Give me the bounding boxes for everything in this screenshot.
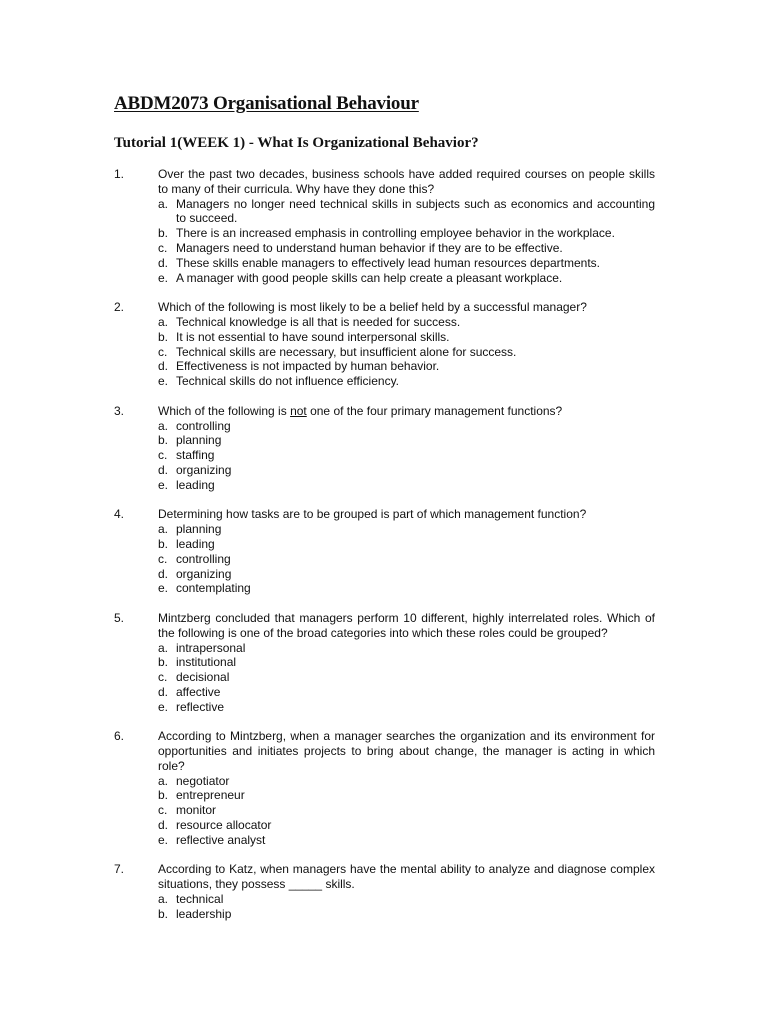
option-letter: c. xyxy=(158,803,168,818)
option-letter: d. xyxy=(158,255,169,270)
answer-option xyxy=(158,374,655,389)
question-list xyxy=(114,167,655,936)
tutorial-heading: Tutorial 1(WEEK 1) - What Is Organizational Behavior? xyxy=(114,135,479,151)
option-letter: c. xyxy=(158,551,168,566)
option-letter: d. xyxy=(158,684,169,699)
answer-option xyxy=(158,419,655,434)
answer-option xyxy=(158,803,655,818)
option-text: leading xyxy=(176,536,215,551)
option-text: affective xyxy=(176,684,221,699)
option-text: Managers no longer need technical skills in subjects such as economics and accounting to succeed. xyxy=(176,196,655,226)
option-text: Technical skills are necessary, but insufficient alone for success. xyxy=(176,344,517,359)
answer-option xyxy=(158,197,655,227)
answer-option xyxy=(158,448,655,463)
answer-option xyxy=(158,700,655,715)
option-letter: d. xyxy=(158,818,169,833)
question-1 xyxy=(114,167,655,285)
answer-option xyxy=(158,522,655,537)
option-letter: b. xyxy=(158,655,169,670)
question-5 xyxy=(114,611,655,715)
option-text: planning xyxy=(176,433,222,448)
option-text: technical xyxy=(176,892,224,907)
option-text: intrapersonal xyxy=(176,640,246,655)
option-text: organizing xyxy=(176,462,232,477)
answer-option xyxy=(158,271,655,286)
question-number: 2. xyxy=(114,300,125,315)
option-letter: b. xyxy=(158,433,169,448)
question-number: 7. xyxy=(114,862,125,877)
question-text: Which of the following is most likely to be a belief held by a successful manager? xyxy=(158,300,587,315)
option-text: Managers need to understand human behavior if they are to be effective. xyxy=(176,240,563,255)
option-letter: e. xyxy=(158,581,169,596)
option-text: leading xyxy=(176,477,215,492)
option-text: There is an increased emphasis in controlling employee behavior in the workplace. xyxy=(176,226,615,241)
answer-options xyxy=(158,774,655,848)
question-text: According to Mintzberg, when a manager searches the organization and its environment for opportunities and initiates projects to bring about change, the manager is acting in which role? xyxy=(158,729,655,773)
answer-options xyxy=(158,197,655,286)
answer-option xyxy=(158,892,655,907)
question-number: 5. xyxy=(114,610,125,625)
question-6 xyxy=(114,729,655,847)
question-text-end: one of the four primary management functions? xyxy=(306,403,563,418)
option-letter: a. xyxy=(158,892,169,907)
answer-option xyxy=(158,788,655,803)
answer-option xyxy=(158,359,655,374)
option-text: Technical knowledge is all that is needed for success. xyxy=(176,314,461,329)
emphasized-word: not xyxy=(290,403,307,418)
option-letter: c. xyxy=(158,670,168,685)
option-letter: b. xyxy=(158,788,169,803)
option-letter: a. xyxy=(158,773,169,788)
option-text: Effectiveness is not impacted by human behavior. xyxy=(176,359,440,374)
answer-option xyxy=(158,833,655,848)
option-letter: c. xyxy=(158,448,168,463)
question-text: Determining how tasks are to be grouped is part of which management function? xyxy=(158,507,587,522)
answer-option xyxy=(158,670,655,685)
option-letter: d. xyxy=(158,359,169,374)
option-text: leadership xyxy=(176,906,232,921)
option-letter: b. xyxy=(158,329,169,344)
answer-options xyxy=(158,419,655,493)
option-letter: a. xyxy=(158,640,169,655)
option-letter: b. xyxy=(158,536,169,551)
answer-option xyxy=(158,463,655,478)
option-letter: d. xyxy=(158,566,169,581)
question-2 xyxy=(114,300,655,389)
answer-option xyxy=(158,345,655,360)
option-letter: b. xyxy=(158,906,169,921)
question-number: 1. xyxy=(114,167,125,181)
answer-options xyxy=(158,315,655,389)
option-letter: a. xyxy=(158,418,169,433)
option-text: decisional xyxy=(176,670,230,685)
answer-option xyxy=(158,478,655,493)
answer-option xyxy=(158,581,655,596)
option-text: organizing xyxy=(176,566,232,581)
option-text: resource allocator xyxy=(176,818,272,833)
option-letter: a. xyxy=(158,196,169,211)
option-text: contemplating xyxy=(176,581,251,596)
option-letter: e. xyxy=(158,270,169,285)
answer-options xyxy=(158,641,655,715)
answer-option xyxy=(158,433,655,448)
option-letter: a. xyxy=(158,522,169,537)
option-letter: a. xyxy=(158,314,169,329)
answer-options xyxy=(158,892,655,922)
answer-option xyxy=(158,552,655,567)
question-text: Mintzberg concluded that managers perform 10 different, highly interrelated roles. Which of the following is one of the broad categories into which these roles could be grouped? xyxy=(158,610,655,640)
answer-option xyxy=(158,655,655,670)
option-text: monitor xyxy=(176,803,217,818)
question-number: 4. xyxy=(114,507,125,522)
option-text: controlling xyxy=(176,418,231,433)
answer-option xyxy=(158,774,655,789)
option-text: It is not essential to have sound interpersonal skills. xyxy=(176,329,450,344)
question-text: Over the past two decades, business schools have added required courses on people skills to many of their curricula. Why have they done this? xyxy=(158,167,655,196)
answer-option xyxy=(158,685,655,700)
option-text: A manager with good people skills can help create a pleasant workplace. xyxy=(176,270,563,285)
option-text: negotiator xyxy=(176,773,230,788)
question-text xyxy=(158,404,655,419)
answer-option xyxy=(158,256,655,271)
option-letter: e. xyxy=(158,699,169,714)
question-3 xyxy=(114,404,655,493)
option-text: staffing xyxy=(176,448,215,463)
option-text: These skills enable managers to effectively lead human resources departments. xyxy=(176,255,601,270)
option-text: entrepreneur xyxy=(176,788,245,803)
option-text: reflective analyst xyxy=(176,832,266,847)
answer-option xyxy=(158,315,655,330)
option-letter: b. xyxy=(158,226,169,241)
option-text: reflective xyxy=(176,699,225,714)
answer-option xyxy=(158,537,655,552)
answer-option xyxy=(158,241,655,256)
option-letter: d. xyxy=(158,462,169,477)
option-text: controlling xyxy=(176,551,231,566)
option-letter: e. xyxy=(158,374,169,389)
answer-option xyxy=(158,818,655,833)
option-letter: e. xyxy=(158,832,169,847)
question-7 xyxy=(114,862,655,921)
option-letter: e. xyxy=(158,477,169,492)
answer-option xyxy=(158,226,655,241)
question-number: 3. xyxy=(114,403,125,418)
option-letter: c. xyxy=(158,240,168,255)
question-text: According to Katz, when managers have the mental ability to analyze and diagnose complex situations, they possess _____ skills. xyxy=(158,862,655,892)
document-title: ABDM2073 Organisational Behaviour xyxy=(114,93,419,114)
option-text: Technical skills do not influence efficiency. xyxy=(176,374,400,389)
answer-option xyxy=(158,641,655,656)
question-4 xyxy=(114,507,655,596)
answer-option xyxy=(158,567,655,582)
question-number: 6. xyxy=(114,729,125,744)
option-letter: c. xyxy=(158,344,168,359)
option-text: institutional xyxy=(176,655,237,670)
answer-option xyxy=(158,330,655,345)
question-text-start: Which of the following is xyxy=(158,403,291,418)
answer-options xyxy=(158,522,655,596)
option-text: planning xyxy=(176,522,222,537)
answer-option xyxy=(158,907,655,922)
